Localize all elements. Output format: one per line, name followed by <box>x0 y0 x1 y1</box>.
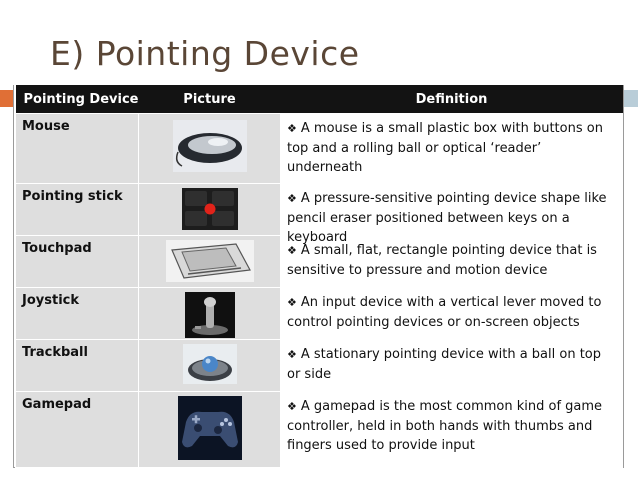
device-name: Pointing stick <box>16 184 139 236</box>
device-picture <box>139 236 281 288</box>
table-row <box>16 340 623 392</box>
accent-bar-left <box>0 90 13 107</box>
device-picture <box>139 114 281 184</box>
touchpad-icon <box>166 240 254 282</box>
device-definition: ❖ A gamepad is the most common kind of game controller, held in both hands with thumbs and fingers used to provide input <box>281 392 623 468</box>
bullet-icon: ❖ <box>287 296 297 309</box>
bullet-icon: ❖ <box>287 348 297 361</box>
device-name: Gamepad <box>16 392 139 468</box>
mouse-icon <box>172 118 248 174</box>
header-pointing-device: Pointing Device <box>16 85 139 114</box>
accent-bar-right <box>624 90 638 107</box>
device-definition: ❖ A mouse is a small plastic box with buttons on top and a rolling ball or optical ‘reader’ underneath <box>281 114 623 184</box>
device-name: Touchpad <box>16 236 139 288</box>
header-picture: Picture <box>139 85 281 114</box>
device-picture <box>139 184 281 236</box>
table-row <box>16 114 623 184</box>
device-definition: ❖ An input device with a vertical lever moved to control pointing devices or on-screen objects <box>281 288 623 340</box>
device-picture <box>139 288 281 340</box>
table-row <box>16 236 623 288</box>
bullet-icon: ❖ <box>287 122 297 135</box>
device-picture <box>139 340 281 392</box>
device-name: Trackball <box>16 340 139 392</box>
slide-title: E) Pointing Device <box>50 34 360 73</box>
bullet-icon: ❖ <box>287 400 297 413</box>
table-row <box>16 288 623 340</box>
header-definition: Definition <box>281 85 623 114</box>
device-definition: ❖ A pressure-sensitive pointing device shape like pencil eraser positioned between keys on a keyboard <box>281 184 623 236</box>
table-row <box>16 184 623 236</box>
device-picture <box>139 392 281 468</box>
device-definition: ❖ A stationary pointing device with a ball on top or side <box>281 340 623 392</box>
joystick-icon <box>185 292 235 338</box>
gamepad-icon <box>178 396 242 460</box>
table-header-row <box>16 85 623 114</box>
device-name: Mouse <box>16 114 139 184</box>
table-row <box>16 392 623 468</box>
pointing-device-table <box>15 85 623 468</box>
device-name: Joystick <box>16 288 139 340</box>
device-definition: ❖ A small, flat, rectangle pointing device that is sensitive to pressure and motion device <box>281 236 623 288</box>
pointing-stick-icon <box>182 188 238 230</box>
trackball-icon <box>183 344 237 384</box>
bullet-icon: ❖ <box>287 244 297 257</box>
bullet-icon: ❖ <box>287 192 297 205</box>
